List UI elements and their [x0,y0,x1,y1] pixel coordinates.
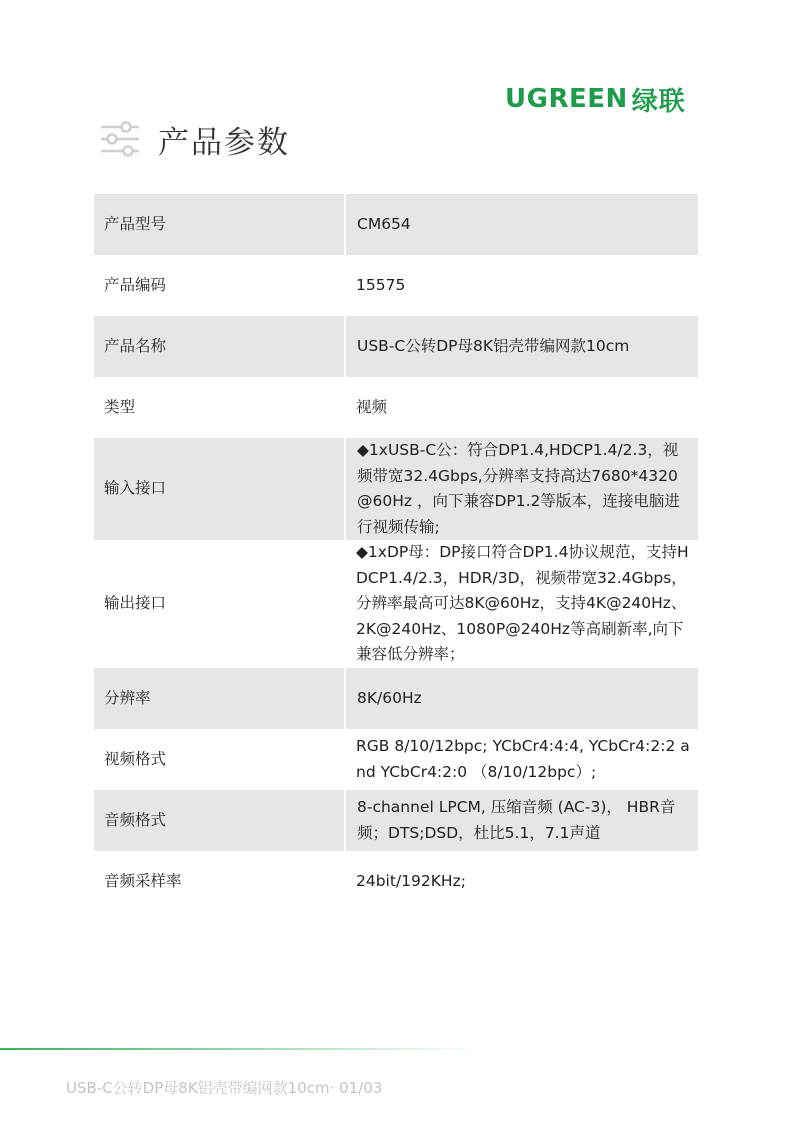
spec-label: 输出接口 [104,594,167,613]
spec-value: 24bit/192KHz; [356,871,466,890]
spec-row-model [94,194,698,255]
spec-row-code [94,255,698,316]
brand-name-en: UGREEN [505,84,628,114]
page-title: 产品参数 [158,124,290,161]
sliders-icon [100,119,140,159]
spec-table [94,194,698,912]
spec-row-name [94,316,698,377]
spec-value: 8K/60Hz [345,668,698,729]
spec-value: 视频 [356,397,388,416]
spec-label: 分辨率 [94,668,345,729]
spec-label: 音频采样率 [104,871,182,890]
spec-row-input [94,438,698,540]
footer-divider [0,1048,480,1050]
brand-name-cn: 绿联 [631,86,686,117]
footer-page-info: USB-C公转DP母8K铝壳带编网款10cm· 01/03 [66,1079,383,1097]
spec-row-audio-format [94,790,698,851]
spec-row-output [94,540,698,668]
spec-label: 类型 [104,397,136,416]
spec-label: 产品名称 [94,316,345,377]
spec-value: CM654 [345,194,698,255]
ugreen-logo [505,82,686,116]
spec-row-resolution [94,668,698,729]
spec-row-video-format [94,729,698,790]
section-header [100,116,290,162]
spec-label: 产品编码 [104,275,167,294]
spec-value: ◆1xUSB-C公：符合DP1.4,HDCP1.4/2.3，视频带宽32.4Gbps,分辨率支持高达7680*4320@60Hz ，向下兼容DP1.2等版本，连接电脑进行视频传输; [345,438,698,540]
spec-label: 视频格式 [104,749,167,768]
spec-value: ◆1xDP母：DP接口符合DP1.4协议规范，支持HDCP1.4/2.3，HDR/3D，视频带宽32.4Gbps，分辨率最高可达8K@60Hz，支持4K@240Hz、2K@240Hz、1080P@240Hz等高刷新率,向下兼容低分辨率； [356,543,689,664]
spec-row-audio-sample-rate [94,851,698,912]
spec-label: 产品型号 [94,194,345,255]
spec-value: 8-channel LPCM, 压缩音频 (AC-3)， HBR音频；DTS;DSD，杜比5.1，7.1声道 [345,790,698,851]
spec-label: 音频格式 [94,790,345,851]
spec-value: RGB 8/10/12bpc; YCbCr4:4:4, YCbCr4:2:2 and YCbCr4:2:0 （8/10/12bpc）; [356,737,690,781]
spec-label: 输入接口 [94,438,345,540]
spec-value: USB-C公转DP母8K铝壳带编网款10cm [345,316,698,377]
spec-value: 15575 [356,275,406,294]
spec-row-type [94,377,698,438]
